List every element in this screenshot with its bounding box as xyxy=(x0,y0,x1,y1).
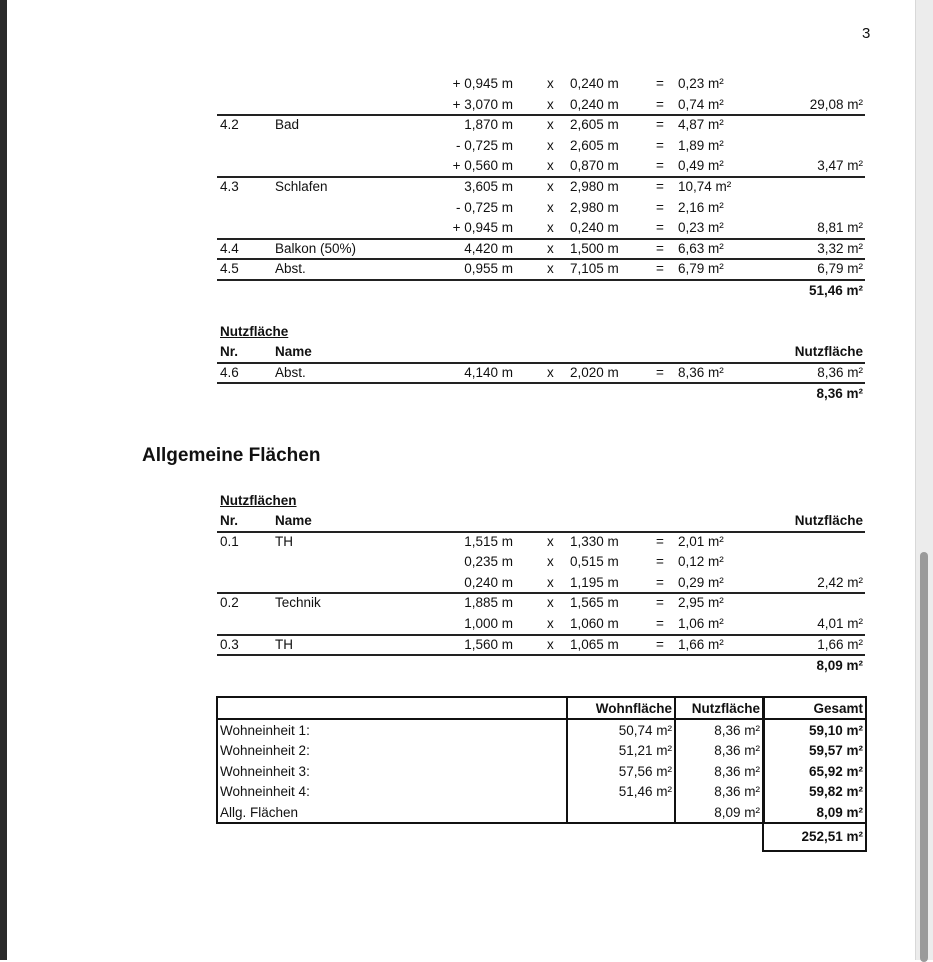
subtotal: 2,42 m² xyxy=(817,574,863,590)
page-number: 3 xyxy=(862,25,871,42)
times-sign: x xyxy=(547,117,554,133)
table-row xyxy=(0,177,933,198)
row-name: Balkon (50%) xyxy=(275,240,357,256)
summary-row xyxy=(217,741,866,761)
row-name: Bad xyxy=(275,117,300,133)
times-sign: x xyxy=(547,137,554,153)
times-sign: x xyxy=(547,76,554,91)
sum-row xyxy=(0,384,933,405)
equals-sign: = xyxy=(656,574,664,590)
unit-wohnflaeche: 51,46 m² xyxy=(567,782,675,802)
width: 2,605 m xyxy=(570,117,619,133)
subtotal: 29,08 m² xyxy=(809,96,863,112)
area: 4,87 m² xyxy=(678,117,724,133)
equals-sign: = xyxy=(656,199,664,215)
subtotal: 6,79 m² xyxy=(817,261,863,277)
table-row xyxy=(0,95,933,116)
width: 0,240 m xyxy=(570,96,619,112)
row-nr: 4.3 xyxy=(220,179,239,194)
unit-gesamt: 8,09 m² xyxy=(764,802,867,823)
header-name: Name xyxy=(275,344,312,359)
row-nr: 4.6 xyxy=(220,364,239,380)
length: - 0,725 m xyxy=(455,199,513,215)
equals-sign: = xyxy=(656,636,664,652)
width: 2,605 m xyxy=(570,137,619,153)
times-sign: x xyxy=(547,261,554,277)
summary-header-row xyxy=(217,697,866,719)
area: 6,63 m² xyxy=(678,240,724,256)
equals-sign: = xyxy=(656,240,664,256)
table-row xyxy=(0,156,933,177)
area: 1,66 m² xyxy=(678,636,724,652)
equals-sign: = xyxy=(656,616,664,631)
times-sign: x xyxy=(547,158,554,174)
equals-sign: = xyxy=(656,554,664,570)
length: + 0,945 m xyxy=(452,220,513,236)
header-total: Nutzfläche xyxy=(794,513,863,528)
unit-nutzflaeche: 8,09 m² xyxy=(675,802,764,823)
subtotal: 1,66 m² xyxy=(817,636,863,652)
area: 6,79 m² xyxy=(678,261,724,277)
table-row xyxy=(0,115,933,136)
times-sign: x xyxy=(547,96,554,112)
row-nr: 0.2 xyxy=(220,595,239,611)
row-nr: 4.2 xyxy=(220,117,239,133)
width: 1,065 m xyxy=(570,636,619,652)
times-sign: x xyxy=(547,240,554,256)
table-row xyxy=(0,239,933,260)
unit-label: Wohneinheit 2: xyxy=(217,741,567,761)
row-name: TH xyxy=(275,636,293,652)
width: 1,565 m xyxy=(570,595,619,611)
equals-sign: = xyxy=(656,76,664,91)
area: 0,74 m² xyxy=(678,96,724,112)
times-sign: x xyxy=(547,220,554,236)
width: 1,500 m xyxy=(570,240,619,256)
summary-row xyxy=(217,802,866,823)
area: 0,12 m² xyxy=(678,554,724,570)
length: + 0,560 m xyxy=(452,158,513,174)
times-sign: x xyxy=(547,364,554,380)
subtotal: 4,01 m² xyxy=(817,616,863,631)
width: 1,330 m xyxy=(570,533,619,549)
sum-row xyxy=(0,281,933,302)
length: 1,515 m xyxy=(464,533,513,549)
area: 8,36 m² xyxy=(678,364,724,380)
sum-total: 8,36 m² xyxy=(816,386,863,402)
width: 0,515 m xyxy=(570,554,619,570)
equals-sign: = xyxy=(656,261,664,277)
times-sign: x xyxy=(547,554,554,570)
length: + 0,945 m xyxy=(452,76,513,91)
sum-total: 51,46 m² xyxy=(808,283,863,298)
table-row xyxy=(0,198,933,219)
unit-wohnflaeche: 51,21 m² xyxy=(567,741,675,761)
table-row xyxy=(0,573,933,594)
row-name: TH xyxy=(275,533,293,549)
length: 1,000 m xyxy=(464,616,513,631)
length: 0,955 m xyxy=(464,261,513,277)
header-wohnflaeche: Wohnfläche xyxy=(567,697,675,719)
width: 1,060 m xyxy=(570,616,619,631)
sum-total: 8,09 m² xyxy=(816,658,863,674)
unit-nutzflaeche: 8,36 m² xyxy=(675,761,764,781)
sum-row xyxy=(0,656,933,677)
unit-nutzflaeche: 8,36 m² xyxy=(675,719,764,740)
length: 1,885 m xyxy=(464,595,513,611)
row-name: Abst. xyxy=(275,364,306,380)
header-total: Nutzfläche xyxy=(794,344,863,359)
header-gesamt: Gesamt xyxy=(764,697,867,719)
area: 0,23 m² xyxy=(678,220,724,236)
width: 2,980 m xyxy=(570,179,619,194)
area: 0,23 m² xyxy=(678,76,724,91)
length: 0,240 m xyxy=(464,574,513,590)
table-row xyxy=(0,74,933,95)
area: 2,01 m² xyxy=(678,533,724,549)
unit-wohnflaeche: 57,56 m² xyxy=(567,761,675,781)
width: 7,105 m xyxy=(570,261,619,277)
table-row xyxy=(0,136,933,157)
equals-sign: = xyxy=(656,533,664,549)
equals-sign: = xyxy=(656,220,664,236)
row-nr: 4.4 xyxy=(220,240,239,256)
row-nr: 0.3 xyxy=(220,636,239,652)
length: - 0,725 m xyxy=(455,137,513,153)
unit-wohnflaeche xyxy=(567,802,675,823)
length: 0,235 m xyxy=(464,554,513,570)
nutzflaeche-title: Nutzfläche xyxy=(220,324,289,339)
unit-nutzflaeche: 8,36 m² xyxy=(675,741,764,761)
times-sign: x xyxy=(547,616,554,631)
length: 1,560 m xyxy=(464,636,513,652)
subtotal: 3,47 m² xyxy=(817,158,863,174)
equals-sign: = xyxy=(656,179,664,194)
section-heading: Allgemeine Flächen xyxy=(142,445,321,466)
width: 1,195 m xyxy=(570,574,619,590)
header-nr: Nr. xyxy=(220,513,239,528)
row-nr: 4.5 xyxy=(220,261,239,277)
times-sign: x xyxy=(547,595,554,611)
equals-sign: = xyxy=(656,117,664,133)
table-row xyxy=(0,552,933,573)
row-nr: 0.1 xyxy=(220,533,239,549)
length: 3,605 m xyxy=(464,179,513,194)
equals-sign: = xyxy=(656,137,664,153)
area: 0,29 m² xyxy=(678,574,724,590)
width: 2,020 m xyxy=(570,364,619,380)
row-name: Schlafen xyxy=(275,179,328,194)
table-row xyxy=(0,532,933,553)
area: 2,95 m² xyxy=(678,595,724,611)
unit-gesamt: 65,92 m² xyxy=(764,761,867,781)
header-row xyxy=(0,342,933,363)
equals-sign: = xyxy=(656,96,664,112)
area: 2,16 m² xyxy=(678,199,724,215)
length: 1,870 m xyxy=(464,117,513,133)
summary-row xyxy=(217,782,866,802)
table-row xyxy=(0,259,933,280)
unit-nutzflaeche: 8,36 m² xyxy=(675,782,764,802)
unit-label: Wohneinheit 4: xyxy=(217,782,567,802)
length: 4,420 m xyxy=(464,240,513,256)
table-row xyxy=(0,635,933,656)
unit-gesamt: 59,82 m² xyxy=(764,782,867,802)
table-row xyxy=(0,593,933,614)
summary-row xyxy=(217,719,866,740)
summary-table xyxy=(216,696,867,824)
times-sign: x xyxy=(547,574,554,590)
grand-total: 252,51 m² xyxy=(762,822,867,852)
subtotal: 3,32 m² xyxy=(817,240,863,256)
table-row xyxy=(0,614,933,635)
width: 2,980 m xyxy=(570,199,619,215)
header-name: Name xyxy=(275,513,312,528)
subtotal: 8,81 m² xyxy=(817,220,863,236)
row-name: Technik xyxy=(275,595,321,611)
header-nutzflaeche: Nutzfläche xyxy=(675,697,764,719)
subtotal: 8,36 m² xyxy=(817,364,863,380)
unit-label: Wohneinheit 3: xyxy=(217,761,567,781)
header-row xyxy=(0,511,933,532)
width: 0,240 m xyxy=(570,220,619,236)
unit-gesamt: 59,10 m² xyxy=(764,719,867,740)
summary-row xyxy=(217,761,866,781)
equals-sign: = xyxy=(656,158,664,174)
area: 0,49 m² xyxy=(678,158,724,174)
unit-label: Wohneinheit 1: xyxy=(217,719,567,740)
table-row xyxy=(0,363,933,384)
unit-gesamt: 59,57 m² xyxy=(764,741,867,761)
equals-sign: = xyxy=(656,364,664,380)
times-sign: x xyxy=(547,179,554,194)
width: 0,240 m xyxy=(570,76,619,91)
length: 4,140 m xyxy=(464,364,513,380)
header-nr: Nr. xyxy=(220,344,239,359)
unit-wohnflaeche: 50,74 m² xyxy=(567,719,675,740)
row-name: Abst. xyxy=(275,261,306,277)
table-row xyxy=(0,218,933,239)
area: 1,06 m² xyxy=(678,616,724,631)
area: 1,89 m² xyxy=(678,137,724,153)
times-sign: x xyxy=(547,533,554,549)
times-sign: x xyxy=(547,199,554,215)
unit-label: Allg. Flächen xyxy=(217,802,567,823)
length: + 3,070 m xyxy=(452,96,513,112)
area: 10,74 m² xyxy=(678,179,732,194)
allgemein-title: Nutzflächen xyxy=(220,493,297,508)
equals-sign: = xyxy=(656,595,664,611)
times-sign: x xyxy=(547,636,554,652)
width: 0,870 m xyxy=(570,158,619,174)
